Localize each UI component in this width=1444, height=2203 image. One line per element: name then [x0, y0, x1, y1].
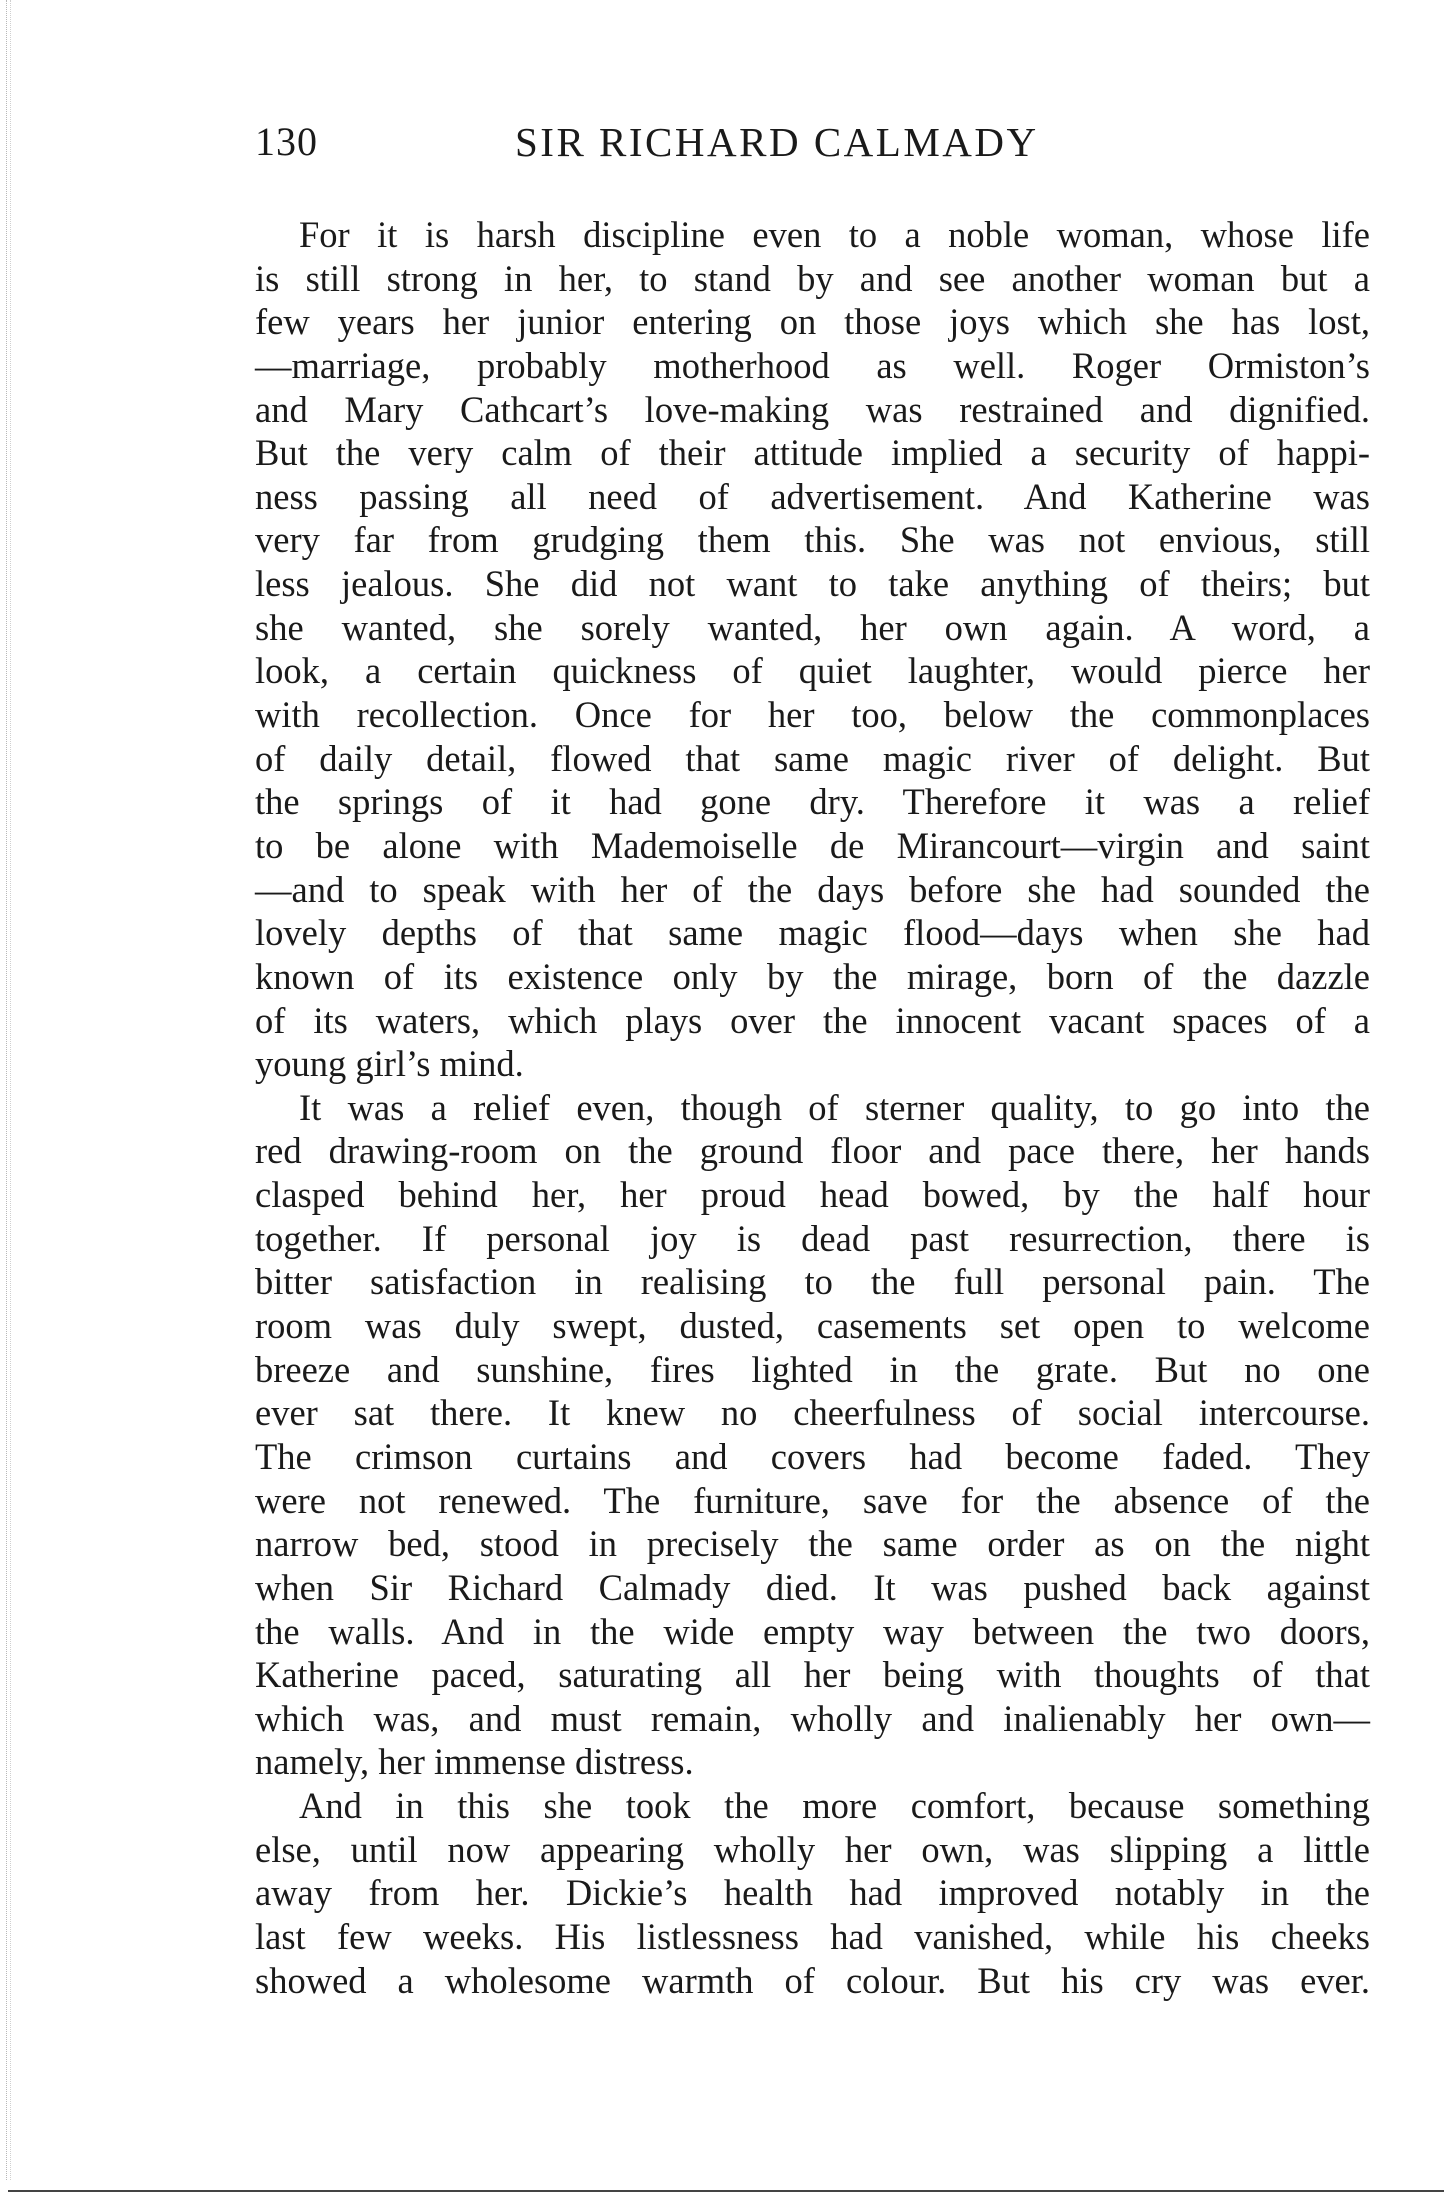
text-line: which was, and must remain, wholly and inalienably her own— — [255, 1697, 1370, 1739]
text-line: away from her. Dickie’s health had improved notably in the — [255, 1872, 1370, 1914]
text-line: Katherine paced, saturating all her being with thoughts of that — [255, 1654, 1370, 1696]
text-line: For it is harsh discipline even to a noble woman, whose life — [299, 214, 1370, 255]
text-line: to be alone with Mademoiselle de Mirancourt—virgin and saint — [255, 824, 1370, 866]
running-title: SIR RICHARD CALMADY — [515, 119, 1039, 165]
text-line: ever sat there. It knew no cheerfulness of social intercourse. — [255, 1392, 1370, 1434]
text-line: namely, her immense distress. — [255, 1741, 694, 1783]
text-line: together. If personal joy is dead past resurrection, there is — [255, 1217, 1370, 1259]
text-line: room was duly swept, dusted, casements set open to welcome — [255, 1305, 1370, 1347]
text-line: The crimson curtains and covers had become faded. They — [255, 1435, 1370, 1477]
text-line: ness passing all need of advertisement. And Katherine was — [255, 475, 1370, 517]
text-line: less jealous. She did not want to take anything of theirs; but — [255, 563, 1370, 605]
page-number: 130 — [255, 119, 318, 164]
text-line: and Mary Cathcart’s love-making was restrained and dignified. — [255, 388, 1370, 430]
text-line: —and to speak with her of the days before she had sounded the — [255, 868, 1370, 910]
text-line: It was a relief even, though of sterner quality, to go into the — [299, 1086, 1370, 1128]
paragraph — [255, 213, 1370, 1086]
text-line: bitter satisfaction in realising to the full personal pain. The — [255, 1261, 1370, 1303]
text-line: red drawing-room on the ground floor and pace there, her hands — [255, 1130, 1370, 1172]
text-line: showed a wholesome warmth of colour. But his cry was ever. — [255, 1959, 1370, 2001]
text-line: few years her junior entering on those joys which she has lost, — [255, 301, 1370, 343]
text-line: were not renewed. The furniture, save for the absence of the — [255, 1479, 1370, 1521]
text-line: But the very calm of their attitude implied a security of happi- — [255, 432, 1370, 474]
text-line: she wanted, she sorely wanted, her own again. A word, a — [255, 606, 1370, 648]
paragraph — [255, 1086, 1370, 1784]
text-line: is still strong in her, to stand by and see another woman but a — [255, 257, 1370, 299]
text-line: of its waters, which plays over the innocent vacant spaces of a — [255, 999, 1370, 1041]
text-line: last few weeks. His listlessness had vanished, while his cheeks — [255, 1915, 1370, 1957]
text-line: the walls. And in the wide empty way between the two doors, — [255, 1610, 1370, 1652]
text-line: breeze and sunshine, fires lighted in the grate. But no one — [255, 1348, 1370, 1390]
text-line: the springs of it had gone dry. Therefore it was a relief — [255, 781, 1370, 823]
text-line: —marriage, probably motherhood as well. Roger Ormiston’s — [255, 344, 1370, 386]
text-line: clasped behind her, her proud head bowed, by the half hour — [255, 1174, 1370, 1216]
page-header — [255, 118, 1375, 178]
paragraph — [255, 1784, 1370, 2002]
page-bottom-edge — [8, 2190, 1444, 2192]
text-line: lovely depths of that same magic flood—days when she had — [255, 912, 1370, 954]
text-line: very far from grudging them this. She was not envious, still — [255, 519, 1370, 561]
text-line: when Sir Richard Calmady died. It was pushed back against — [255, 1566, 1370, 1608]
text-line: known of its existence only by the mirage, born of the dazzle — [255, 955, 1370, 997]
text-line: young girl’s mind. — [255, 1043, 524, 1085]
text-line: look, a certain quickness of quiet laughter, would pierce her — [255, 650, 1370, 692]
scan-edge-shadow — [6, 0, 11, 2180]
text-line: with recollection. Once for her too, below the commonplaces — [255, 694, 1370, 736]
text-line: narrow bed, stood in precisely the same order as on the night — [255, 1523, 1370, 1565]
text-line: And in this she took the more comfort, because something — [299, 1785, 1370, 1827]
text-line: of daily detail, flowed that same magic river of delight. But — [255, 737, 1370, 779]
text-line: else, until now appearing wholly her own, was slipping a little — [255, 1828, 1370, 1870]
body-text — [255, 213, 1370, 2002]
